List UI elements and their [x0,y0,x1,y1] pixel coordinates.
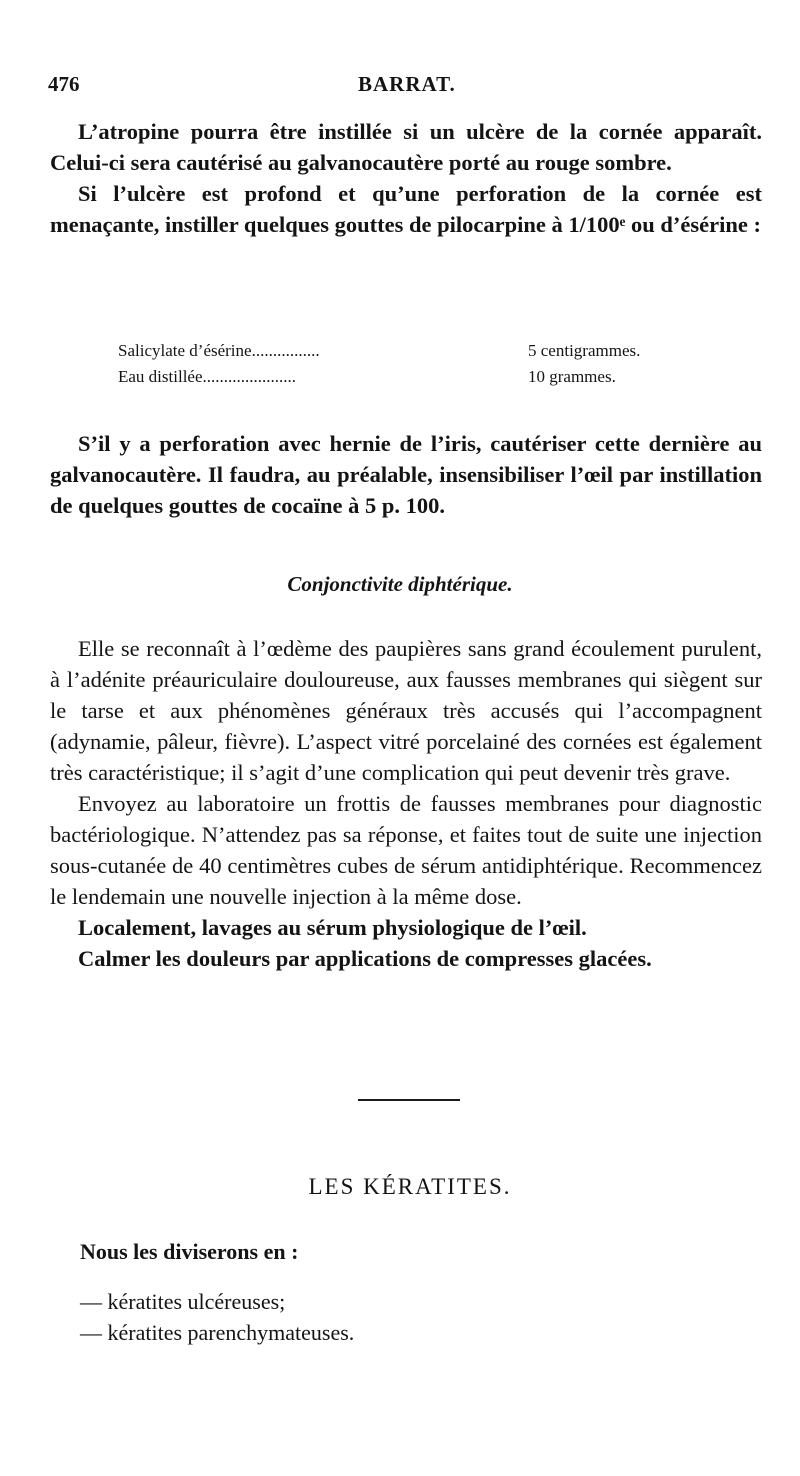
list-item: — kératites ulcéreuses; [80,1289,286,1314]
prescription-ingredient: Eau distillée...................... [118,367,297,386]
prescription-row [118,364,708,390]
paragraph-local-care: Localement, lavages au sérum physiologique de l’œil. [78,915,587,940]
section-divider [358,1099,460,1101]
paragraph-pain-relief: Calmer les douleurs par applications de compresses glacées. [78,946,652,971]
page-header [48,72,762,104]
perforation-block [50,428,762,521]
page-number: 476 [48,72,80,96]
prescription-quantity: 10 grammes. [528,367,616,386]
paragraph-diphteria-treatment: Envoyez au laboratoire un frottis de fausses membranes pour diagnostic bactériologique. N’attendez pas sa réponse, et faites tout de suite une injection sous-cutanée de 40 centimètres cubes de sérum antidiphtérique. Recommencez le lendemain une nouvelle injection à la même dose. [50,791,762,909]
list-intro: Nous les diviserons en : [80,1239,299,1264]
running-head: BARRAT. [358,72,456,96]
classification-list [80,1286,760,1348]
prescription-row [118,338,708,364]
paragraph-ulcer-deep: Si l’ulcère est profond et qu’une perforation de la cornée est menaçante, instiller quelques gouttes de pilocarpine à 1/100ᵉ ou d’ésérine : [50,181,762,237]
intro-paragraphs [50,116,762,240]
chapter-title: LES KÉRATITES. [308,1174,512,1199]
prescription-ingredient: Salicylate d’ésérine................ [118,341,320,360]
prescription-quantity: 5 centigrammes. [528,341,641,360]
paragraph-atropine: L’atropine pourra être instillée si un ulcère de la cornée apparaît. Celui-ci sera cautérisé au galvanocautère porté au rouge sombre. [50,119,762,175]
section-title: Conjonctivite diphtérique. [287,572,513,596]
diphteria-paragraphs [50,633,762,974]
list-item: — kératites parenchymateuses. [80,1320,355,1345]
paragraph-perforation: S’il y a perforation avec hernie de l’iris, cautériser cette dernière au galvanocautère. Il faudra, au préalable, insensibiliser l’œil par instillation de quelques gouttes de cocaïne à 5 p. 100. [50,431,762,518]
paragraph-diphteria-signs: Elle se reconnaît à l’œdème des paupières sans grand écoulement purulent, à l’adénite préauriculaire douloureuse, aux fausses membranes qui siègent sur le tarse et aux phénomènes généraux très accusés qui l’accompagnent (adynamie, pâleur, fièvre). L’aspect vitré porcelainé des cornées est également très caractéristique; il s’agit d’une complication qui peut devenir très grave. [50,636,762,785]
classification-block [80,1236,760,1267]
prescription-table [118,338,708,390]
